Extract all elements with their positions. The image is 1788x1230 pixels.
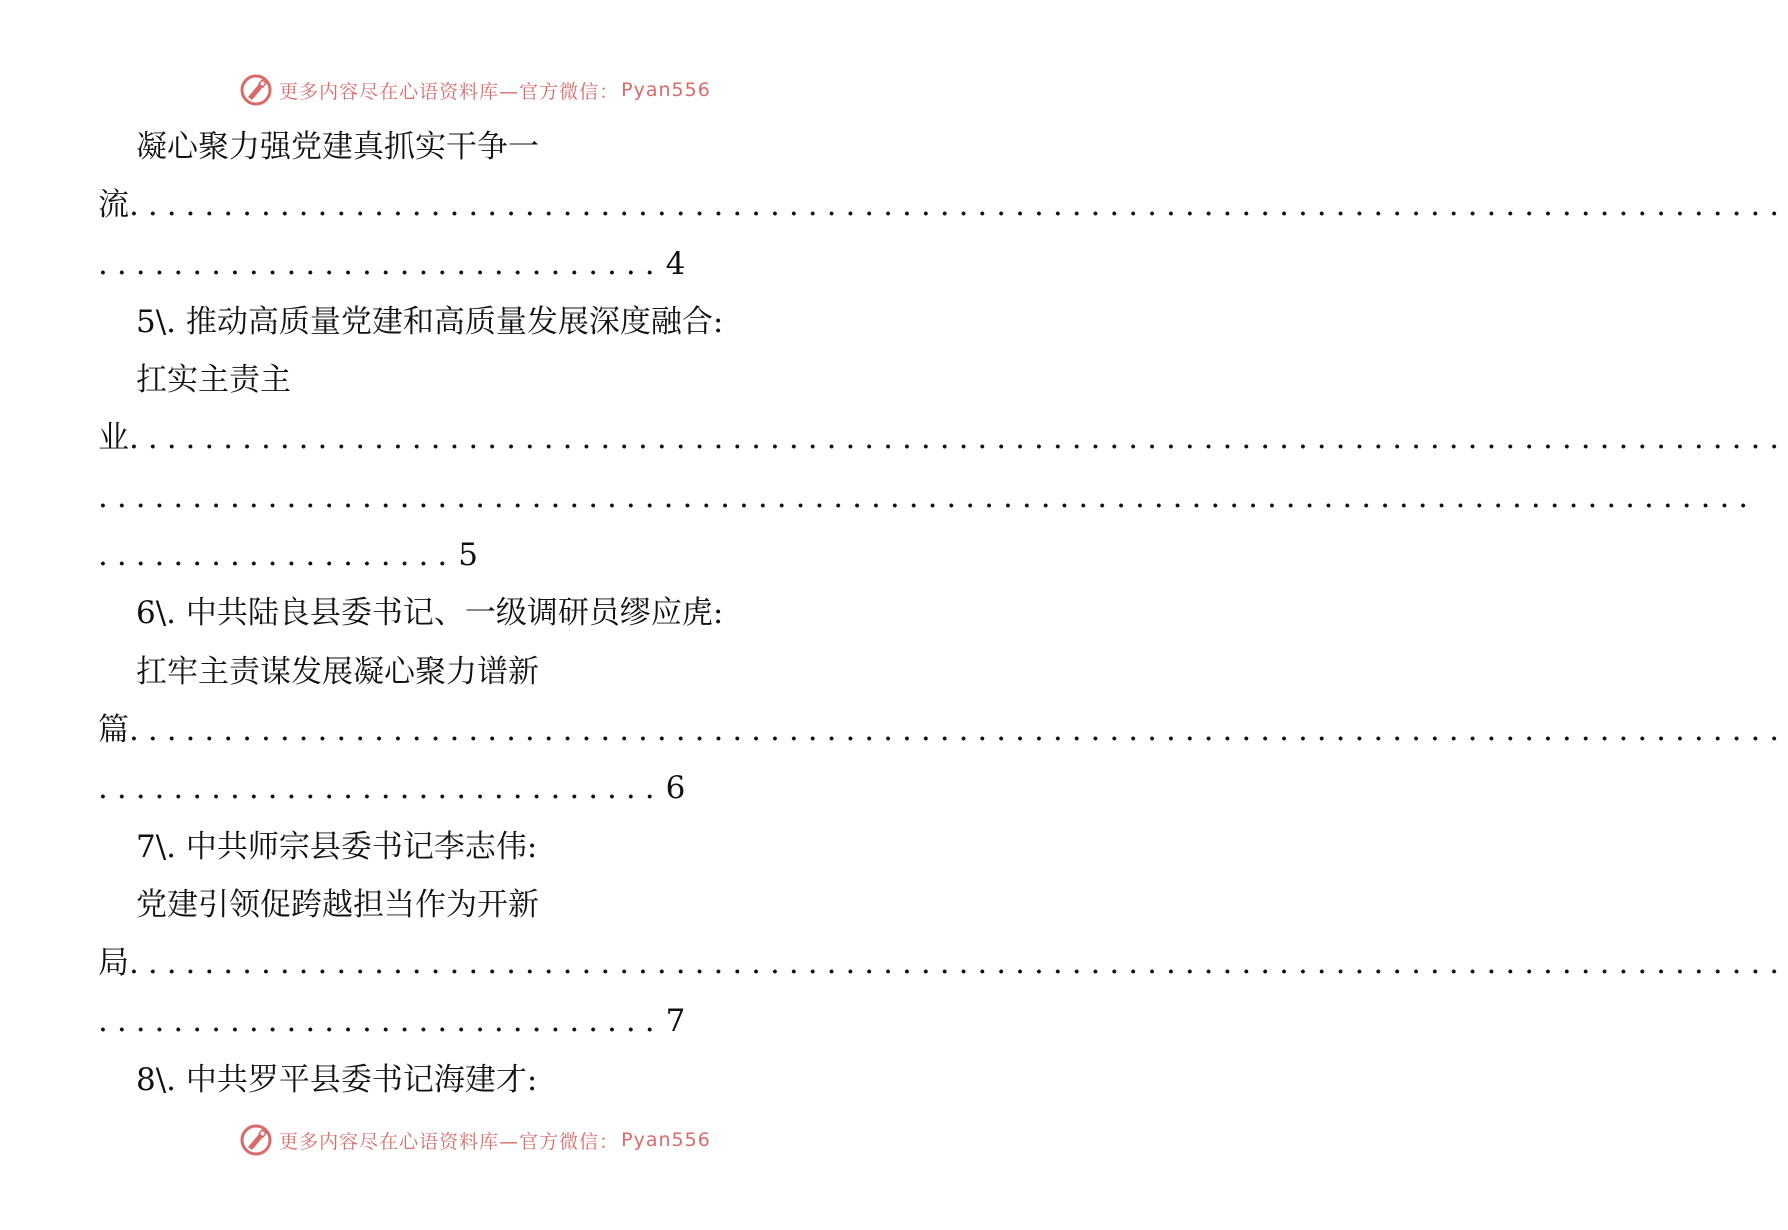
watermark-handle: Pyan556 (621, 79, 711, 101)
toc-entry-page-line (98, 235, 843, 293)
toc-entry-tail: 业 (98, 420, 129, 457)
dot-leader: ........................................................................................ (129, 711, 1788, 748)
toc-entry-page: 5 (458, 537, 478, 574)
watermark-handle: Pyan556 (621, 1129, 711, 1151)
dot-leader: .............................. (98, 770, 664, 807)
toc-entry-tail: 篇 (98, 711, 129, 748)
dot-leader: ........................................................................................ (98, 478, 1758, 515)
table-of-contents (98, 118, 1788, 1109)
toc-entry-subtitle: 扛牢主责谋发展凝心聚力谱新 (136, 653, 539, 690)
toc-entry-page: 6 (665, 770, 686, 807)
toc-entry-title: 凝心聚力强党建真抓实干争一 (136, 129, 539, 165)
toc-entry-title: 6\. 中共陆良县委书记、一级调研员缪应虎: (136, 595, 724, 632)
toc-entry-page-line (98, 526, 843, 584)
toc-entry-page-line (98, 759, 843, 817)
toc-entry-title: 8\. 中共罗平县委书记海建才: (136, 1061, 538, 1098)
toc-entry-subtitle: 扛实主责主 (136, 362, 291, 399)
dot-leader: ........................................................................................ (129, 187, 1788, 224)
toc-entry-leader (98, 468, 1758, 526)
watermark-footer (0, 1120, 950, 1160)
toc-entry-page: 7 (665, 1003, 686, 1040)
watermark-header (0, 70, 950, 110)
dot-leader: .............................. (98, 1003, 664, 1040)
toc-entry-leader (98, 176, 1788, 234)
toc-entry-leader (98, 701, 1788, 759)
toc-entry-leader (98, 934, 1788, 992)
toc-entry-leader (98, 409, 1788, 467)
dot-leader: .............................. (98, 245, 664, 282)
toc-entry-subtitle: 党建引领促跨越担当作为开新 (136, 886, 539, 923)
dot-leader: ........................................................................................ (129, 420, 1788, 457)
pen-logo-icon (239, 73, 273, 107)
pen-logo-icon (239, 1123, 273, 1157)
dot-leader: ........................................................................................ (129, 945, 1788, 982)
watermark-text: 更多内容尽在心语资料库—官方微信： (279, 1130, 620, 1153)
toc-entry-tail: 局 (98, 945, 129, 982)
toc-entry-page-line (98, 992, 843, 1050)
toc-entry-page: 4 (665, 245, 686, 282)
toc-entry-title: 7\. 中共师宗县委书记李志伟: (136, 828, 538, 865)
watermark-text: 更多内容尽在心语资料库—官方微信： (279, 80, 620, 103)
toc-entry-title: 5\. 推动高质量党建和高质量发展深度融合: (136, 303, 724, 340)
toc-entry-tail: 流 (98, 187, 129, 224)
dot-leader: ................... (98, 537, 457, 574)
